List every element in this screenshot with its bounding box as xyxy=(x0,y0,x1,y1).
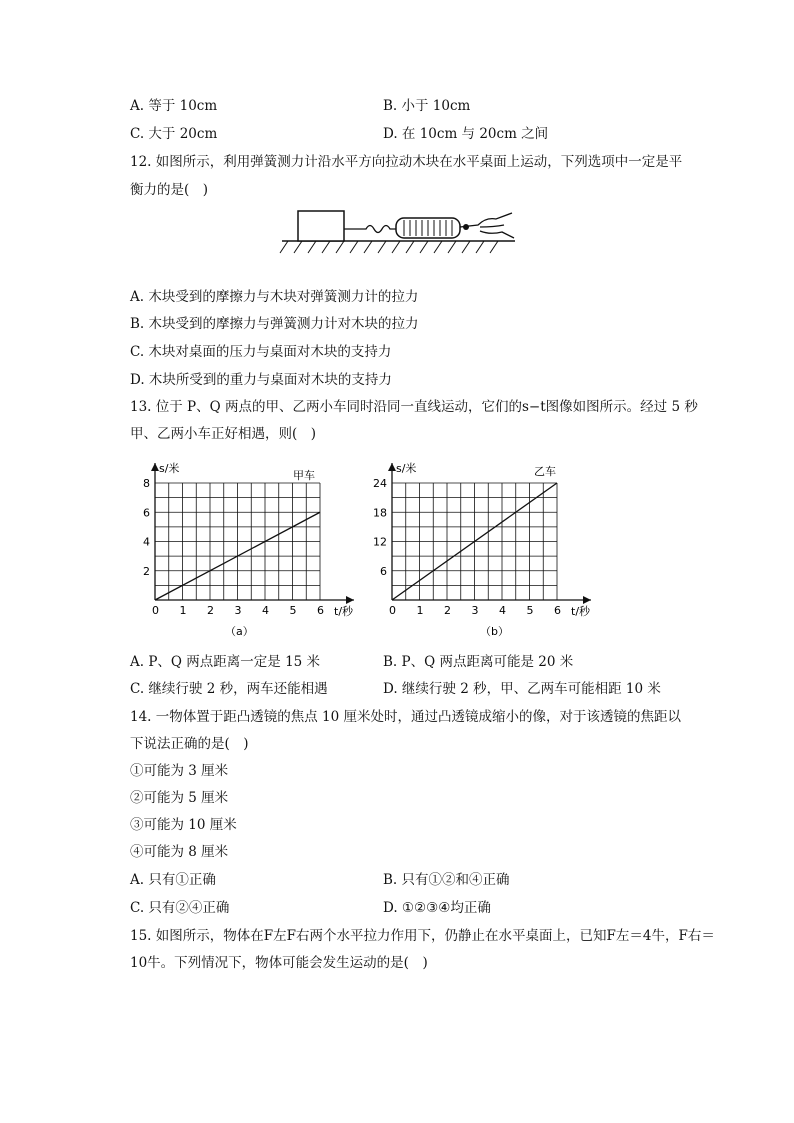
q11-option-d: D. 在 10cm 与 20cm 之间 xyxy=(383,126,549,142)
q11-option-a: A. 等于 10cm xyxy=(130,98,218,114)
q13-option-b: B. P、Q 两点距离可能是 20 米 xyxy=(383,654,574,670)
chart-a-xlabel: t/秒 xyxy=(334,605,354,618)
chart-b-x-tick-label: 5 xyxy=(526,604,534,617)
chart-b-x-arrow xyxy=(583,596,591,604)
q11-option-c: C. 大于 20cm xyxy=(130,126,218,142)
chart-a-x-arrow xyxy=(346,596,354,604)
chart-a-x-tick-label: 2 xyxy=(207,604,214,617)
q12-option-c: C. 木块对桌面的压力与桌面对木块的支持力 xyxy=(130,344,392,360)
chart-b-x-tick-label: 1 xyxy=(416,604,424,617)
q14-stem-line2: 下说法正确的是( ) xyxy=(130,736,249,752)
q15-stem-line1: 15. 如图所示，物体在F左F右两个水平拉力作用下，仍静止在水平桌面上，已知F左＝4牛，F右＝ xyxy=(130,928,715,944)
q13-chart-b xyxy=(373,455,597,645)
chart-a-panel-label: （a） xyxy=(225,625,254,638)
q11-option-b: B. 小于 10cm xyxy=(383,98,471,114)
chart-b-y-tick-label: 24 xyxy=(373,477,387,490)
q12-stem-line1: 12. 如图所示，利用弹簧测力计沿水平方向拉动木块在水平桌面上运动，下列选项中一定是平 xyxy=(130,154,683,170)
chart-a-x-tick-label: 6 xyxy=(317,604,324,617)
q12-option-d: D. 木块所受到的重力与桌面对木块的支持力 xyxy=(130,372,392,388)
chart-b-x-tick-label: 2 xyxy=(444,604,451,617)
chart-a-x-tick-label: 1 xyxy=(179,604,187,617)
q14-option-d: D. ①②③④均正确 xyxy=(383,900,491,916)
q14-stem-line1: 14. 一物体置于距凸透镜的焦点 10 厘米处时，通过凸透镜成缩小的像，对于该透镜的焦距以 xyxy=(130,709,682,725)
q13-stem-line1: 13. 位于 P、Q 两点的甲、乙两小车同时沿同一直线运动，它们的s−t图像如图所示。经过 5 秒 xyxy=(130,399,698,415)
chart-a-x-tick-label: 5 xyxy=(289,604,297,617)
q14-statement-1: ①可能为 3 厘米 xyxy=(130,763,229,779)
chart-b-x-tick-label: 4 xyxy=(499,604,506,617)
q15-stem-line2: 10牛。下列情况下，物体可能会发生运动的是( ) xyxy=(130,955,428,971)
chart-a-y-tick-label: 6 xyxy=(143,506,150,520)
q14-statement-3: ③可能为 10 厘米 xyxy=(130,817,237,833)
q14-statement-2: ②可能为 5 厘米 xyxy=(130,790,229,806)
chart-a-ylabel: s/米 xyxy=(159,462,180,475)
chart-b-x-tick-label: 3 xyxy=(471,604,479,617)
chart-b-y-tick-label: 6 xyxy=(380,564,387,578)
q13-option-c: C. 继续行驶 2 秒，两车还能相遇 xyxy=(130,681,328,697)
q12-figure-spring-scale xyxy=(280,205,520,260)
chart-a-y-tick-label: 8 xyxy=(143,477,150,490)
q12-option-a: A. 木块受到的摩擦力与木块对弹簧测力计的拉力 xyxy=(130,289,419,305)
chart-a-x-tick-label: 4 xyxy=(262,604,269,617)
chart-b-ylabel: s/米 xyxy=(396,462,417,475)
q14-option-b: B. 只有①②和④正确 xyxy=(383,872,510,888)
chart-a-grid xyxy=(155,483,320,600)
chart-b-x-tick-label: 0 xyxy=(389,604,396,617)
q14-option-c: C. 只有②④正确 xyxy=(130,900,230,916)
q14-statement-4: ④可能为 8 厘米 xyxy=(130,844,229,860)
chart-a-x-tick-label: 3 xyxy=(234,604,242,617)
chart-a-y-tick-label: 2 xyxy=(143,564,150,578)
chart-b-y-arrow xyxy=(388,463,396,471)
chart-a-y-arrow xyxy=(151,463,159,471)
q14-option-a: A. 只有①正确 xyxy=(130,872,216,888)
chart-b-y-tick-label: 18 xyxy=(373,506,387,520)
chart-b-panel-label: （b） xyxy=(480,625,509,638)
q13-option-a: A. P、Q 两点距离一定是 15 米 xyxy=(130,654,321,670)
chart-b-title: 乙车 xyxy=(534,465,556,478)
q13-chart-a xyxy=(140,455,360,645)
q12-option-b: B. 木块受到的摩擦力与弹簧测力计对木块的拉力 xyxy=(130,316,419,332)
q13-stem-line2: 甲、乙两小车正好相遇，则( ) xyxy=(130,426,317,442)
q12-stem-line2: 衡力的是( ) xyxy=(130,182,209,198)
chart-b-y-tick-label: 12 xyxy=(373,535,387,549)
chart-b-x-tick-label: 6 xyxy=(554,604,561,617)
chart-b-xlabel: t/秒 xyxy=(571,605,591,618)
chart-a-x-tick-label: 0 xyxy=(152,604,159,617)
chart-a-y-tick-label: 4 xyxy=(143,535,150,549)
chart-a-title: 甲车 xyxy=(293,469,315,482)
q13-option-d: D. 继续行驶 2 秒，甲、乙两车可能相距 10 米 xyxy=(383,681,661,697)
